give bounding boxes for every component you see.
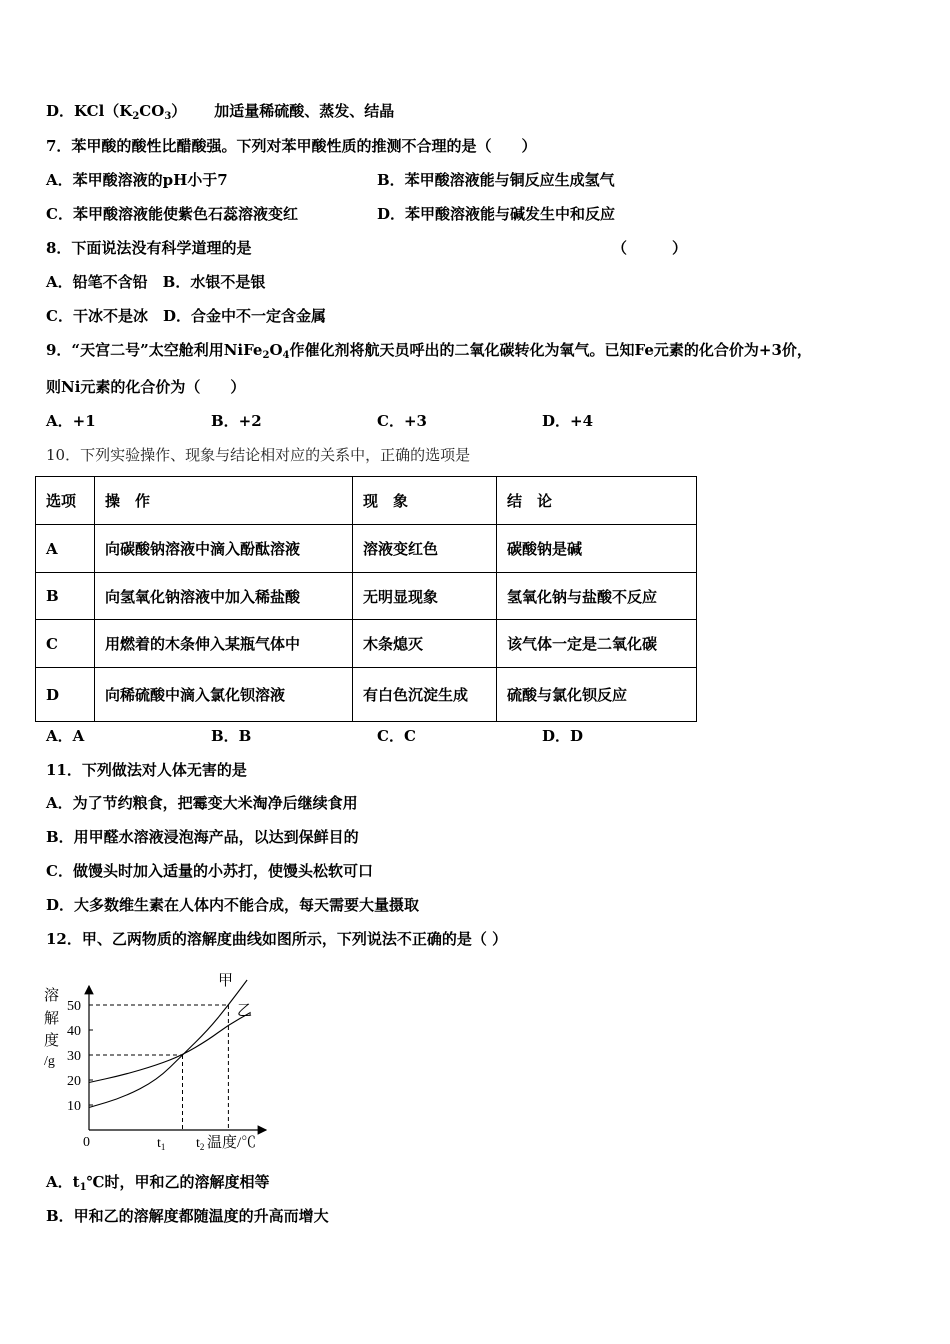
table-header-cell: 操 作: [95, 477, 353, 525]
table-cell: 有白色沉淀生成: [353, 668, 497, 722]
q9-option-c: C．+3: [377, 412, 427, 430]
y-label-char: 解: [44, 1011, 60, 1027]
q8-options-cd: C．干冰不是冰 D．合金中不一定含金属: [46, 307, 326, 325]
q12-option-a: A．$t_1℃$时，甲和乙的溶解度相等: [46, 1173, 270, 1193]
y-label-char: 溶: [44, 988, 60, 1004]
q11-stem: 11．下列做法对人体无害的是: [46, 761, 247, 779]
y-tick-label: 50: [67, 999, 81, 1014]
table-cell: D: [36, 668, 95, 722]
q9-stem-line2: 则Ni元素的化合价为（ ）: [46, 378, 246, 396]
q7-option-a: A．苯甲酸溶液的pH小于7: [46, 171, 228, 189]
q10-table: [35, 476, 697, 722]
x-axis-label: 温度/℃: [207, 1135, 257, 1151]
q9-option-d: D．+4: [542, 412, 594, 430]
table-cell: 用燃着的木条伸入某瓶气体中: [95, 620, 353, 668]
guide-lines: [89, 1005, 228, 1130]
q8-stem: 8．下面说法没有科学道理的是: [46, 239, 252, 257]
y-tick-label: 40: [67, 1024, 81, 1039]
curve-yi: [89, 1013, 251, 1083]
solubility-chart: [40, 968, 280, 1158]
table-cell: 木条熄灭: [353, 620, 497, 668]
y-tick-label: 20: [67, 1074, 81, 1089]
legend-jia: 甲: [218, 973, 234, 989]
x-tick-t2: $t_2$: [196, 1136, 205, 1152]
table-cell: 氢氧化钠与盐酸不反应: [497, 573, 697, 620]
table-row: [36, 573, 697, 620]
q11-option-b: B．用甲醛水溶液浸泡海产品，以达到保鲜目的: [46, 828, 359, 846]
table-cell: 溶液变红色: [353, 525, 497, 573]
q10-option-b: B．B: [211, 727, 252, 745]
q9-option-a: A．+1: [46, 412, 96, 430]
table-cell: 向氢氧化钠溶液中加入稀盐酸: [95, 573, 353, 620]
q11-option-d: D．大多数维生素在人体内不能合成，每天需要大量摄取: [46, 896, 420, 914]
q10-stem: 10．下列实验操作、现象与结论相对应的关系中，正确的选项是: [46, 446, 471, 464]
y-tick-label: 30: [67, 1049, 81, 1064]
q10-option-d: D．D: [542, 727, 584, 745]
q11-option-c: C．做馒头时加入适量的小苏打，使馒头松软可口: [46, 862, 373, 880]
table-row: [36, 620, 697, 668]
table-cell: 向稀硫酸中滴入氯化钡溶液: [95, 668, 353, 722]
q8-bracket: （ ）: [612, 239, 688, 257]
q10-option-a: A．A: [46, 727, 85, 745]
q6-option-d: D．$KCl(K_2CO_3)$ 加适量稀硫酸、蒸发、结晶: [46, 102, 395, 122]
y-tick-label: 10: [67, 1099, 81, 1114]
table-row: [36, 525, 697, 573]
table-cell: 该气体一定是二氧化碳: [497, 620, 697, 668]
q8-options-ab: A．铅笔不含铅 B．水银不是银: [46, 273, 266, 291]
q9-option-b: B．+2: [211, 412, 262, 430]
q12-option-b: B．甲和乙的溶解度都随温度的升高而增大: [46, 1207, 329, 1225]
curves: [89, 980, 251, 1108]
table-row: [36, 668, 697, 722]
table-cell: B: [36, 573, 95, 620]
x-tick-t1: $t_1$: [157, 1136, 166, 1152]
q7-option-d: D．苯甲酸溶液能与碱发生中和反应: [377, 205, 616, 223]
table-cell: A: [36, 525, 95, 573]
table-cell: 碳酸钠是碱: [497, 525, 697, 573]
y-label-char: 度: [44, 1033, 60, 1049]
q7-stem: 7．苯甲酸的酸性比醋酸强。下列对苯甲酸性质的推测不合理的是（ ）: [46, 137, 537, 155]
legend-yi: 乙: [237, 1003, 253, 1019]
table-header-cell: 选项: [36, 477, 95, 525]
q7-option-c: C．苯甲酸溶液能使紫色石蕊溶液变红: [46, 205, 298, 223]
table-cell: 无明显现象: [353, 573, 497, 620]
q11-option-a: A．为了节约粮食，把霉变大米淘净后继续食用: [46, 794, 358, 812]
table-header-row: [36, 477, 697, 525]
curve-jia: [89, 980, 247, 1108]
table-cell: 硫酸与氯化钡反应: [497, 668, 697, 722]
table-header-cell: 现 象: [353, 477, 497, 525]
y-label-unit: /g: [44, 1054, 55, 1069]
q12-stem: 12．甲、乙两物质的溶解度曲线如图所示，下列说法不正确的是（ ）: [46, 930, 508, 948]
origin-label: 0: [83, 1135, 90, 1150]
q7-option-b: B．苯甲酸溶液能与铜反应生成氢气: [377, 171, 615, 189]
q9-stem: 9．“天宫二号”太空舱利用$NiFe_2O_4$作催化剂将航天员呼出的二氧化碳转化为氧气。已知Fe元素的化合价为+3价，: [46, 341, 812, 361]
table-cell: 向碳酸钠溶液中滴入酚酞溶液: [95, 525, 353, 573]
table-header-cell: 结 论: [497, 477, 697, 525]
table-cell: C: [36, 620, 95, 668]
q10-option-c: C．C: [377, 727, 416, 745]
